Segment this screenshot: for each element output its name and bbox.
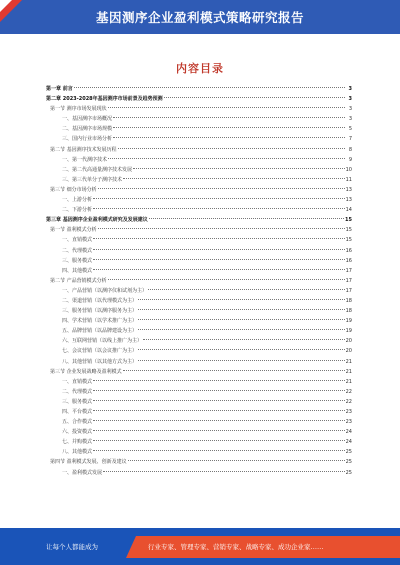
toc-entry-page: 24 <box>345 439 352 446</box>
toc-leader-dots <box>123 370 345 371</box>
toc-entry-page: 17 <box>345 267 352 274</box>
toc-entry[interactable] <box>46 387 352 397</box>
toc-entry[interactable] <box>46 175 352 185</box>
toc-leader-dots <box>113 117 345 118</box>
toc-entry-label: 二、代理模式 <box>62 247 93 254</box>
toc-entry-page: 18 <box>345 308 352 315</box>
toc-entry-label: 第四节 盈利模式发展、创新及建议 <box>50 459 127 466</box>
toc-leader-dots <box>93 400 345 401</box>
toc-entry[interactable] <box>46 134 352 144</box>
toc-entry-page: 17 <box>345 287 352 294</box>
toc-leader-dots <box>98 188 345 189</box>
toc-entry[interactable] <box>46 417 352 427</box>
toc-entry-label: 二、第二代高通量测序技术发展 <box>62 166 133 173</box>
toc-entry-label: 四、其他模式 <box>62 267 93 274</box>
toc-entry[interactable] <box>46 286 352 296</box>
toc-leader-dots <box>108 158 345 159</box>
toc-entry-label: 五、品牌营销（以品牌建设为主） <box>62 328 138 335</box>
toc-entry-label: 三、第三代单分子测序技术 <box>62 176 123 183</box>
toc-entry[interactable] <box>46 235 352 245</box>
toc-entry[interactable] <box>46 336 352 346</box>
toc-entry[interactable] <box>46 306 352 316</box>
toc-leader-dots <box>138 349 345 350</box>
toc-entry-label: 一、第一代测序技术 <box>62 156 108 163</box>
toc-entry[interactable] <box>46 357 352 367</box>
toc-entry-page: 21 <box>345 358 352 365</box>
toc-entry-label: 四、学术营销（以学术推广为主） <box>62 318 138 325</box>
toc-leader-dots <box>93 390 345 391</box>
toc-entry-label: 一、基因测序市场概况 <box>62 116 113 123</box>
toc-entry[interactable] <box>46 124 352 134</box>
toc-entry-label: 四、平台模式 <box>62 409 93 415</box>
toc-leader-dots <box>93 410 345 411</box>
toc-entry-page: 25 <box>345 459 352 466</box>
toc-entry-label: 二、下游分析 <box>62 207 93 214</box>
toc-leader-dots <box>93 259 345 260</box>
toc-entry-page: 22 <box>345 388 352 395</box>
toc-entry-label: 三、服务营销（以测序服务为主） <box>62 308 138 315</box>
toc-entry[interactable] <box>46 84 352 94</box>
toc-entry-label: 一、直销模式 <box>62 237 93 244</box>
toc-leader-dots <box>108 279 345 280</box>
toc-entry-page: 21 <box>345 378 352 385</box>
toc-entry-label: 二、代理模式 <box>62 388 93 395</box>
toc-entry-page: 10 <box>345 166 352 173</box>
toc-entry-label: 八、其他营销（以其他方式为主） <box>62 358 138 365</box>
toc-entry-page: 18 <box>345 297 352 304</box>
toc-entry-label: 第三节 企业发展战略及盈利模式 <box>50 368 122 375</box>
toc-entry-page: 8 <box>348 146 352 153</box>
toc-entry-page: 23 <box>345 419 352 426</box>
toc-leader-dots <box>113 137 345 138</box>
toc-leader-dots <box>149 218 344 219</box>
toc-leader-dots <box>93 198 345 199</box>
toc-leader-dots <box>93 269 345 270</box>
toc-entry-page: 3 <box>348 106 352 113</box>
toc-entry-label: 三、服务模式 <box>62 398 93 405</box>
toc-leader-dots <box>98 228 345 229</box>
toc-leader-dots <box>93 249 345 250</box>
footer-slogan: 让每个人都能成为 <box>46 543 98 551</box>
toc-leader-dots <box>108 107 345 108</box>
toc-leader-dots <box>164 97 345 98</box>
toc-entry-label: 六、互联网营销（以线上推广为主） <box>62 338 143 345</box>
toc-entry[interactable] <box>46 165 352 175</box>
toc-entry-page: 20 <box>345 348 352 355</box>
toc-leader-dots <box>138 360 345 361</box>
toc-entry[interactable] <box>46 114 352 124</box>
toc-leader-dots <box>138 309 345 310</box>
toc-leader-dots <box>143 339 345 340</box>
report-title: 基因测序企业盈利模式策略研究报告 <box>95 10 304 25</box>
toc-entry[interactable] <box>46 225 352 235</box>
toc-entry-page: 25 <box>345 449 352 456</box>
toc-leader-dots <box>113 127 345 128</box>
toc-leader-dots <box>148 289 345 290</box>
toc-leader-dots <box>138 299 345 300</box>
toc-entry[interactable] <box>46 155 352 165</box>
toc-leader-dots <box>93 430 345 431</box>
toc-entry-label: 一、上游分析 <box>62 197 93 204</box>
toc-entry[interactable] <box>46 407 352 417</box>
toc-heading: 内容目录 <box>176 62 224 75</box>
toc-entry-page: 3 <box>348 96 352 103</box>
toc-entry[interactable] <box>46 427 352 437</box>
toc-entry-page: 23 <box>345 409 352 415</box>
toc-entry-page: 22 <box>345 398 352 405</box>
toc-entry-label: 第三节 细分市场分析 <box>50 186 97 193</box>
toc-entry[interactable] <box>46 377 352 387</box>
toc-entry[interactable] <box>46 367 352 377</box>
toc-entry-label: 二、基因测序市场规模 <box>62 126 113 133</box>
toc-entry-label: 七、会议营销（以会议推广为主） <box>62 348 138 355</box>
toc-entry-label: 六、投资模式 <box>62 429 93 436</box>
toc-entry-label: 第一节 盈利模式分析 <box>50 227 97 234</box>
toc-entry-page: 19 <box>345 328 352 335</box>
toc-entry-label: 三、国内行业市场分析 <box>62 136 113 143</box>
toc-leader-dots <box>123 178 345 179</box>
toc-entry-page: 3 <box>348 116 352 123</box>
toc-entry-label: 第二节 基因测序技术发展历程 <box>50 146 117 153</box>
toc-entry[interactable] <box>46 104 352 114</box>
toc-leader-dots <box>128 460 345 461</box>
toc-entry[interactable] <box>46 296 352 306</box>
toc-entry-label: 一、盈利模式发展 <box>62 469 103 476</box>
toc-entry-page: 15 <box>345 237 352 244</box>
toc-entry-label: 五、合作模式 <box>62 419 93 426</box>
toc-entry-label: 三、服务模式 <box>62 257 93 264</box>
toc-leader-dots <box>93 420 345 421</box>
toc-entry-label: 七、并购模式 <box>62 439 93 446</box>
toc-entry-label: 第二章 2023-2028年基因测序市场前景及趋势预测 <box>46 96 163 103</box>
toc-entry-page: 21 <box>345 368 352 375</box>
toc-entry[interactable] <box>46 246 352 256</box>
toc-entry[interactable] <box>46 195 352 205</box>
toc-leader-dots <box>138 319 345 320</box>
toc-entry[interactable] <box>46 276 352 286</box>
toc-leader-dots <box>93 380 345 381</box>
toc-entry-label: 第三章 基因测序企业盈利模式研究及发展建议 <box>46 217 148 224</box>
toc-entry-label: 第一节 测序市场发展现状 <box>50 106 107 113</box>
table-of-contents <box>46 84 352 478</box>
toc-entry[interactable] <box>46 185 352 195</box>
toc-entry-page: 17 <box>345 277 352 284</box>
toc-entry-page: 9 <box>348 156 352 163</box>
toc-entry-label: 第一章 前言 <box>46 86 73 92</box>
toc-entry-page: 15 <box>345 217 352 224</box>
toc-leader-dots <box>118 148 345 149</box>
report-header-bar <box>0 0 400 34</box>
toc-entry-page: 7 <box>348 136 352 143</box>
toc-entry-page: 16 <box>345 257 352 264</box>
toc-leader-dots <box>133 168 345 169</box>
toc-entry-page: 16 <box>345 247 352 254</box>
toc-entry-page: 5 <box>348 126 352 133</box>
toc-entry-page: 13 <box>345 186 352 193</box>
toc-leader-dots <box>103 471 345 472</box>
toc-leader-dots <box>93 208 345 209</box>
toc-leader-dots <box>93 450 345 451</box>
toc-leader-dots <box>93 440 345 441</box>
toc-entry-label: 二、渠道营销（以代理模式为主） <box>62 297 138 304</box>
toc-entry-page: 25 <box>345 469 352 476</box>
footer-banner <box>0 528 400 565</box>
toc-entry[interactable] <box>46 266 352 276</box>
toc-entry-label: 一、直销模式 <box>62 378 93 385</box>
toc-entry-page: 19 <box>345 318 352 325</box>
toc-entry-label: 八、其他模式 <box>62 449 93 456</box>
toc-entry-page: 20 <box>345 338 352 345</box>
toc-entry-page: 24 <box>345 429 352 436</box>
toc-entry-page: 15 <box>345 227 352 234</box>
toc-entry-page: 11 <box>345 176 352 183</box>
toc-entry-page: 3 <box>348 86 352 92</box>
footer-audience-text: 行业专家、管理专家、营销专家、战略专家、成功企业家…… <box>148 543 324 551</box>
toc-leader-dots <box>93 238 345 239</box>
toc-entry[interactable] <box>46 457 352 467</box>
toc-entry-label: 一、产品营销（以测序仪和试剂为主） <box>62 287 148 294</box>
toc-entry[interactable] <box>46 437 352 447</box>
toc-entry-label: 第二节 产品营销模式分析 <box>50 277 107 284</box>
toc-entry-page: 13 <box>345 197 352 204</box>
toc-entry[interactable] <box>46 145 352 155</box>
toc-leader-dots <box>138 329 345 330</box>
toc-entry[interactable] <box>46 316 352 326</box>
toc-entry[interactable] <box>46 94 352 104</box>
toc-entry[interactable] <box>46 468 352 478</box>
toc-entry[interactable] <box>46 256 352 266</box>
toc-entry[interactable] <box>46 346 352 356</box>
toc-entry[interactable] <box>46 205 352 215</box>
toc-entry-page: 14 <box>345 207 352 214</box>
toc-entry[interactable] <box>46 397 352 407</box>
toc-leader-dots <box>74 87 345 88</box>
toc-entry[interactable] <box>46 215 352 225</box>
toc-entry[interactable] <box>46 326 352 336</box>
toc-entry[interactable] <box>46 447 352 457</box>
